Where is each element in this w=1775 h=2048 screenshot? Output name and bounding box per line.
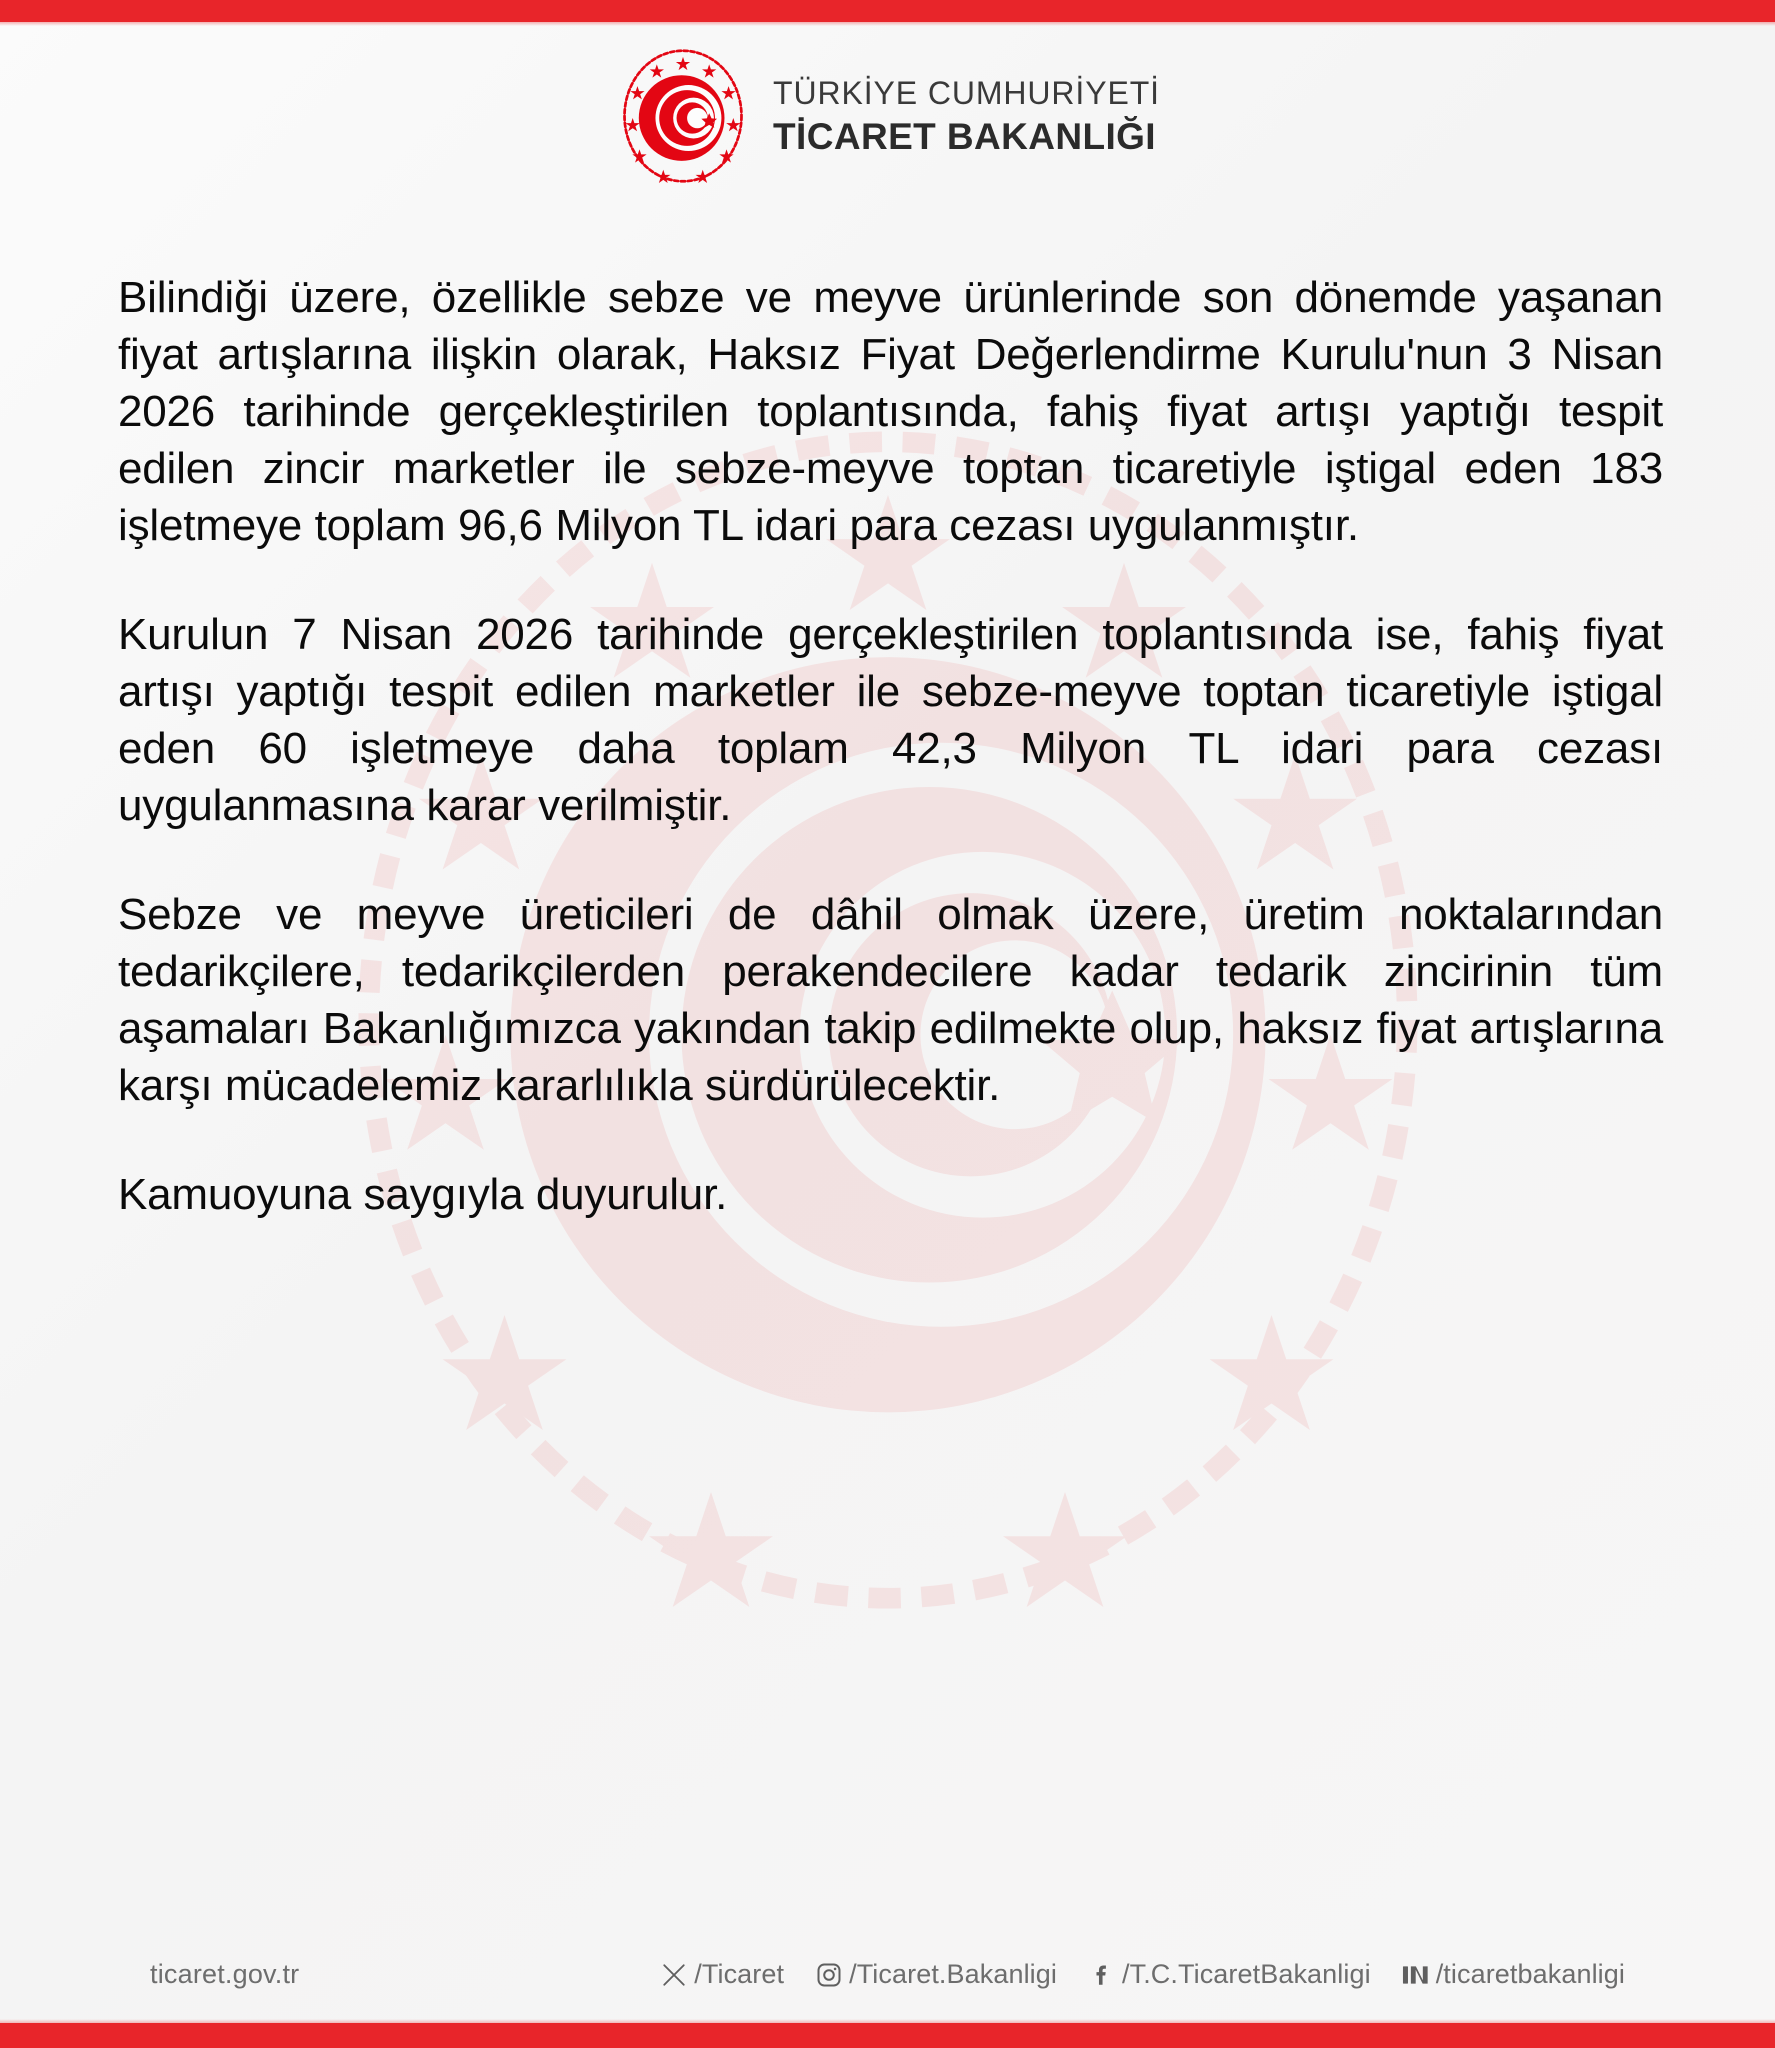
- logo-wrap: [615, 48, 1160, 184]
- logo-ministry-line: TİCARET BAKANLIĞI: [773, 116, 1156, 157]
- footer: [0, 1959, 1775, 1990]
- paragraph-4-closing: Kamuoyuna saygıyla duyurulur.: [118, 1169, 728, 1219]
- social-link-instagram[interactable]: [814, 1959, 1057, 1990]
- social-link-nsosyal[interactable]: [1401, 1959, 1625, 1990]
- ministry-logo-header: [0, 48, 1775, 184]
- social-links: [659, 1959, 1625, 1990]
- top-red-bar-shadow: [0, 22, 1775, 26]
- logo-republic-line: TÜRKİYE CUMHURİYETİ: [773, 75, 1160, 111]
- top-red-bar: [0, 0, 1775, 22]
- social-link-x[interactable]: [659, 1959, 784, 1990]
- facebook-icon: [1087, 1960, 1117, 1990]
- social-handle-x: /Ticaret: [694, 1959, 785, 1989]
- social-link-facebook[interactable]: [1087, 1959, 1371, 1990]
- website-link[interactable]: ticaret.gov.tr: [150, 1959, 300, 1989]
- paragraph-2: Kurulun 7 Nisan 2026 tarihinde gerçekleştirilen toplantısında ise, fahiş fiyat artışı yaptığı tespit edilen marketler ile sebze-meyve toptan ticaretiyle iştigal eden 60 işletmeye daha toplam 42,3 Milyon TL idari para cezası uygulanmasına karar verilmiştir.: [118, 609, 1663, 830]
- social-handle-instagram: /Ticaret.Bakanligi: [849, 1959, 1057, 1989]
- bottom-red-bar: [0, 2023, 1775, 2048]
- social-handle-facebook: /T.C.TicaretBakanligi: [1122, 1959, 1371, 1989]
- announcement-body: [118, 270, 1663, 1224]
- instagram-icon: [814, 1960, 844, 1990]
- nsosyal-icon: [1401, 1960, 1431, 1990]
- turkish-republic-emblem-icon: [615, 48, 751, 184]
- x-twitter-icon: [659, 1960, 689, 1990]
- logo-text: [773, 77, 1160, 155]
- paragraph-1: Bilindiği üzere, özellikle sebze ve meyve ürünlerinde son dönemde yaşanan fiyat artışlarına ilişkin olarak, Haksız Fiyat Değerlendirme Kurulu'nun 3 Nisan 2026 tarihinde gerçekleştirilen toplantısında, fahiş fiyat artışı yaptığı tespit edilen zincir marketler ile sebze-meyve toptan ticaretiyle iştigal eden 183 işletmeye toplam 96,6 Milyon TL idari para cezası uygulanmıştır.: [118, 273, 1663, 550]
- social-handle-nsosyal: /ticaretbakanligi: [1435, 1959, 1625, 1989]
- paragraph-3: Sebze ve meyve üreticileri de dâhil olmak üzere, üretim noktalarından tedarikçilere, tedarikçilerden perakendecilere kadar tedarik zincirinin tüm aşamaları Bakanlığımızca yakından takip edilmekte olup, haksız fiyat artışlarına karşı mücadelemiz kararlılıkla sürdürülecektir.: [118, 889, 1663, 1110]
